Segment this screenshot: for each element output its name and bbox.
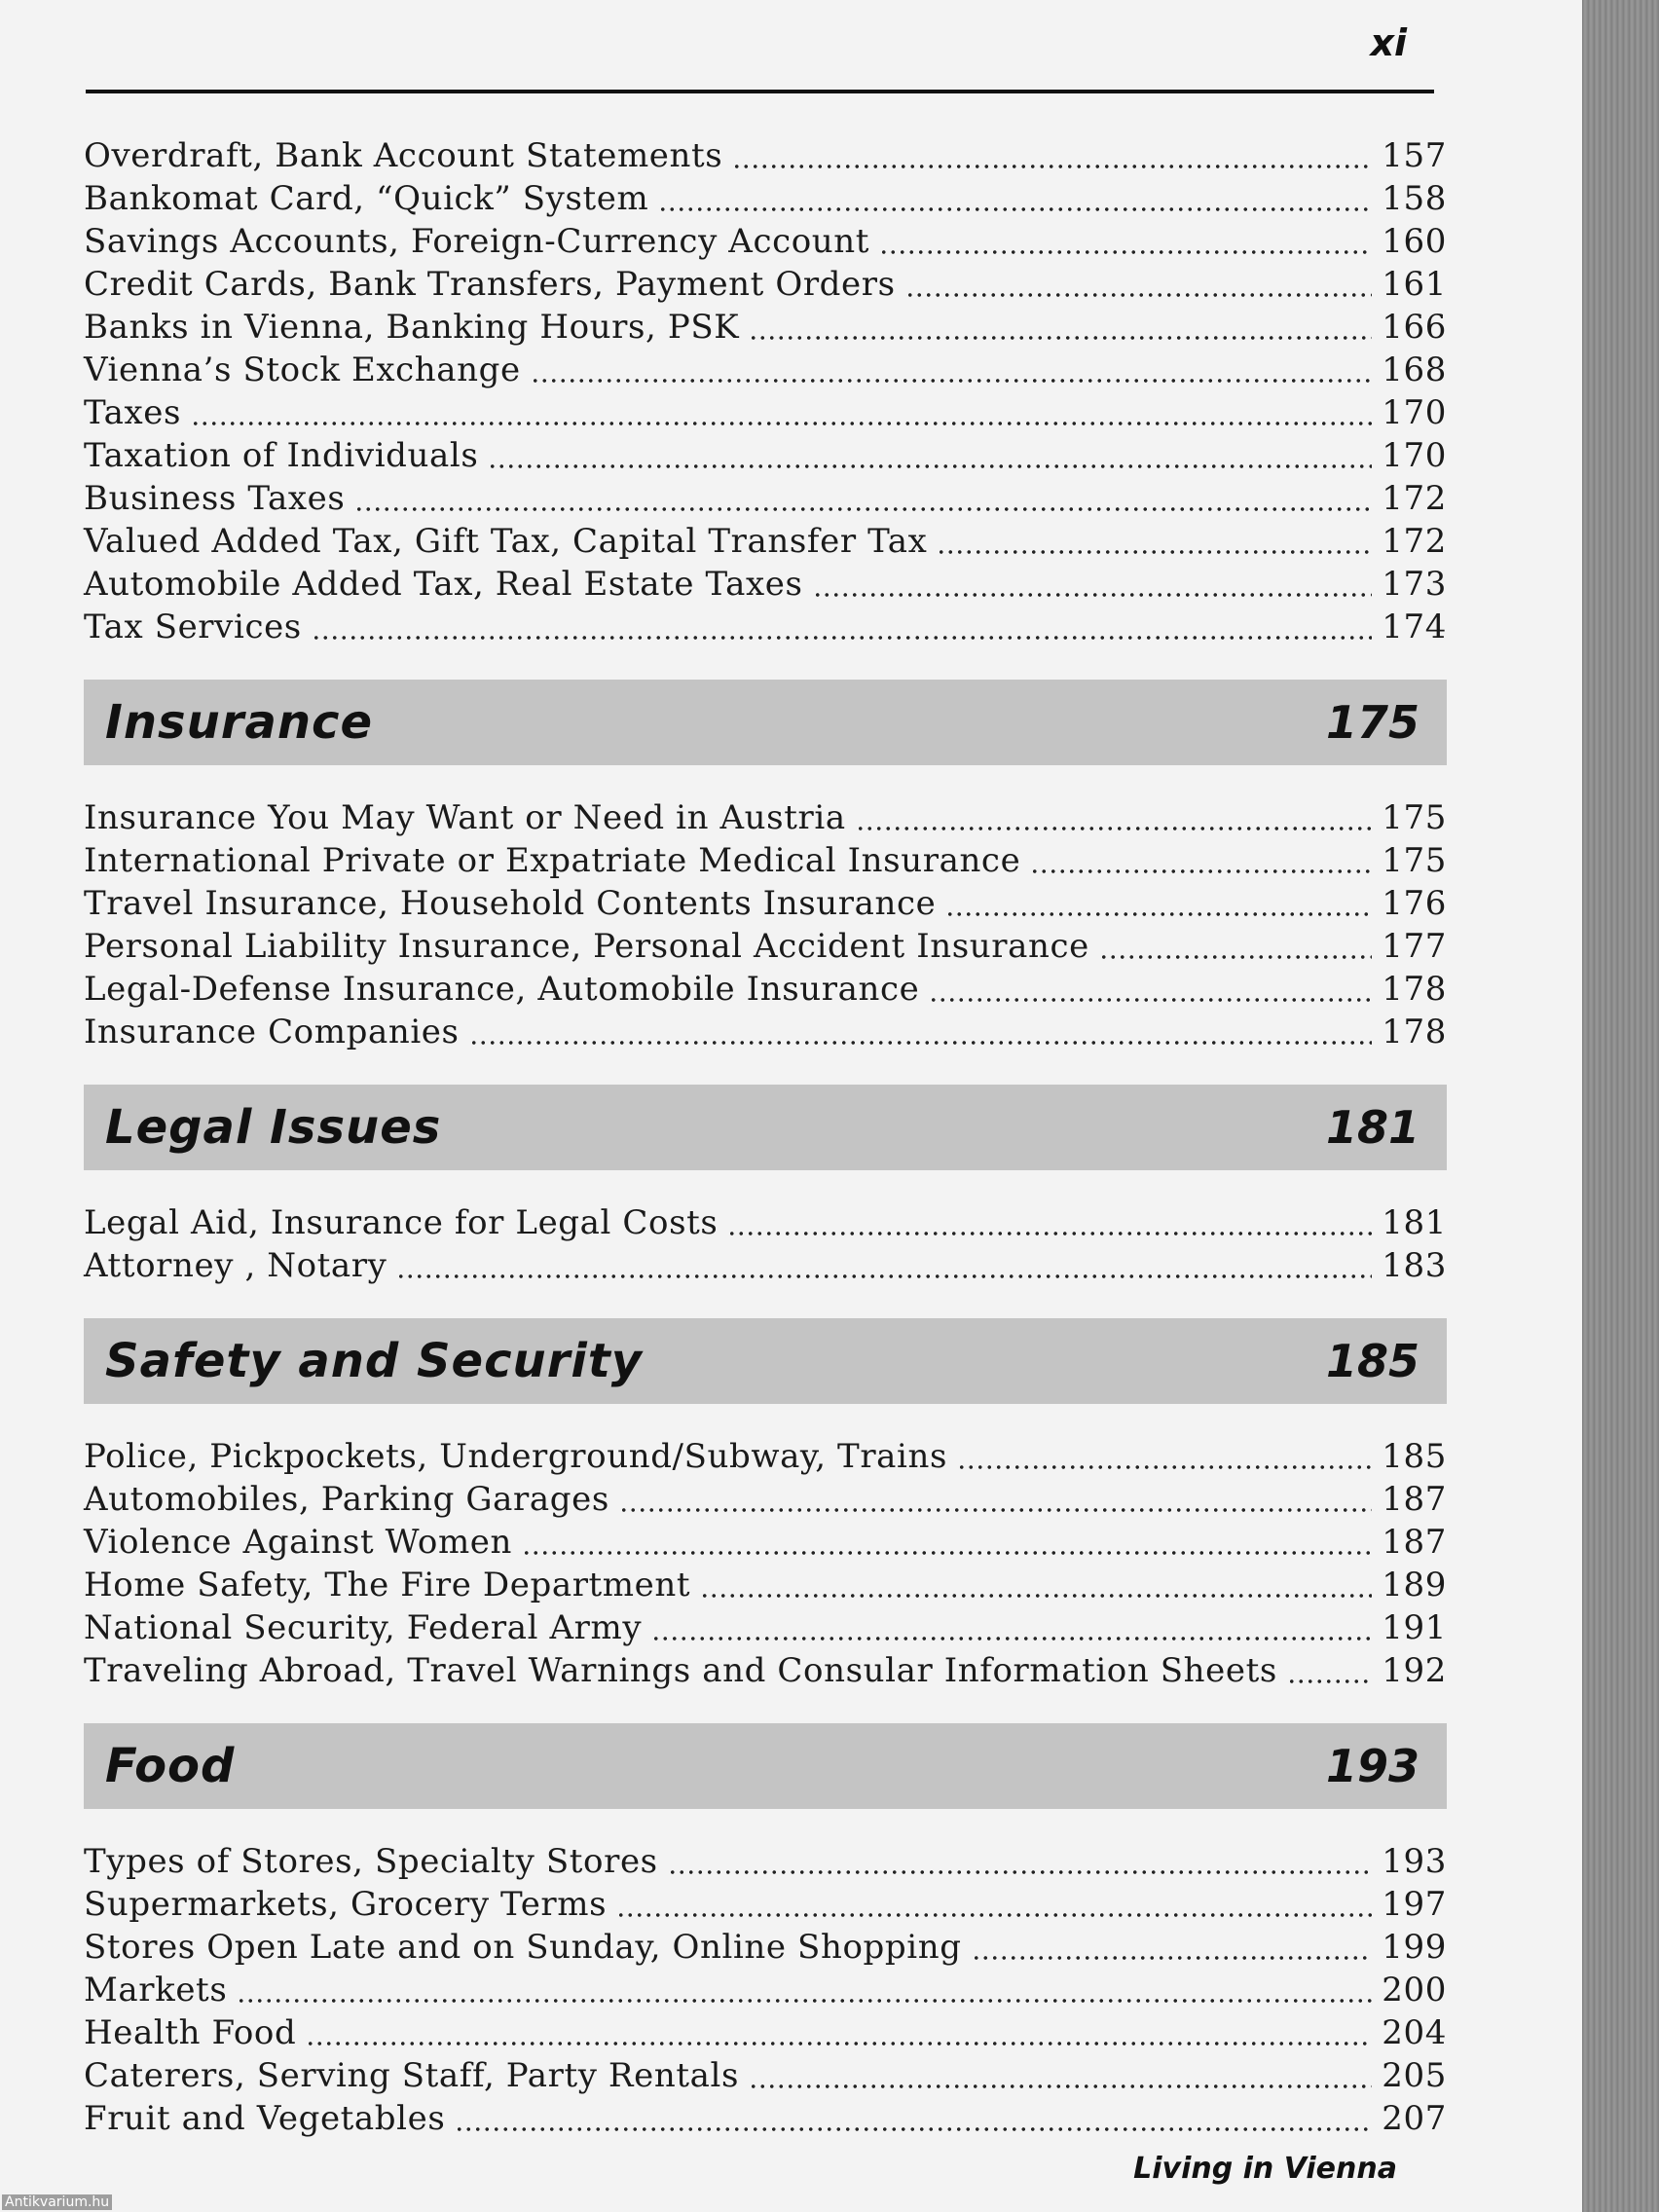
toc-entry bbox=[84, 2013, 1447, 2056]
toc-entry-page: 176 bbox=[1382, 884, 1447, 923]
section-entries bbox=[84, 1437, 1447, 1694]
running-footer-title: Living in Vienna bbox=[1133, 2152, 1397, 2186]
dot-leader bbox=[749, 2082, 1372, 2091]
toc-entry-page: 178 bbox=[1382, 1013, 1447, 1051]
dot-leader bbox=[1030, 866, 1372, 876]
dot-leader bbox=[1099, 952, 1372, 962]
toc-entry-page: 158 bbox=[1382, 179, 1447, 218]
toc-entry-title: Savings Accounts, Foreign-Currency Account bbox=[84, 222, 870, 261]
toc-entry bbox=[84, 308, 1447, 350]
section-header bbox=[84, 1085, 1447, 1170]
toc-entry-title: Supermarkets, Grocery Terms bbox=[84, 1885, 608, 1924]
section-header bbox=[84, 1723, 1447, 1809]
toc-entry-page: 187 bbox=[1382, 1523, 1447, 1562]
page-number: xi bbox=[1370, 21, 1407, 64]
toc-entry-title: Legal-Defense Insurance, Automobile Insurance bbox=[84, 970, 920, 1009]
toc-entry bbox=[84, 1437, 1447, 1480]
dot-leader bbox=[879, 247, 1372, 257]
toc-entry-title: Personal Liability Insurance, Personal Accident Insurance bbox=[84, 927, 1089, 966]
dot-leader bbox=[929, 995, 1372, 1005]
toc-entry-title: Attorney , Notary bbox=[84, 1246, 387, 1285]
toc-entry-page: 168 bbox=[1382, 350, 1447, 389]
toc-entry bbox=[84, 565, 1447, 608]
toc-entry-page: 207 bbox=[1382, 2099, 1447, 2138]
dot-leader bbox=[668, 1867, 1373, 1877]
toc-entry-title: Automobiles, Parking Garages bbox=[84, 1480, 609, 1519]
dot-leader bbox=[700, 1591, 1372, 1601]
toc-entry-title: Markets bbox=[84, 1971, 228, 2009]
toc-sections bbox=[84, 680, 1447, 2142]
toc-entry-title: National Security, Federal Army bbox=[84, 1608, 643, 1647]
toc-entry-title: International Private or Expatriate Medical Insurance bbox=[84, 841, 1021, 880]
dot-leader bbox=[237, 1996, 1372, 2006]
dot-leader bbox=[972, 1953, 1373, 1963]
dot-leader bbox=[945, 909, 1372, 919]
toc-entry bbox=[84, 1608, 1447, 1651]
toc-entry bbox=[84, 436, 1447, 479]
section-title: Safety and Security bbox=[105, 1334, 644, 1388]
toc-entry bbox=[84, 798, 1447, 841]
toc-entry-page: 181 bbox=[1382, 1203, 1447, 1242]
section-page: 193 bbox=[1325, 1740, 1419, 1792]
toc-entry-title: Fruit and Vegetables bbox=[84, 2099, 446, 2138]
toc-entry bbox=[84, 1523, 1447, 1566]
section-header bbox=[84, 1318, 1447, 1404]
toc-entry bbox=[84, 2056, 1447, 2099]
toc-entry-page: 178 bbox=[1382, 970, 1447, 1009]
toc-entry-title: Bankomat Card, “Quick” System bbox=[84, 179, 649, 218]
dot-leader bbox=[658, 204, 1372, 214]
toc-entry-page: 172 bbox=[1382, 522, 1447, 561]
dot-leader bbox=[616, 1910, 1372, 1920]
dot-leader bbox=[957, 1462, 1372, 1472]
toc-entry bbox=[84, 393, 1447, 436]
section-entries bbox=[84, 1842, 1447, 2142]
section-title: Legal Issues bbox=[105, 1100, 442, 1155]
toc-entry-title: Travel Insurance, Household Contents Insurance bbox=[84, 884, 937, 923]
dot-leader bbox=[522, 1548, 1372, 1558]
dot-leader bbox=[732, 162, 1372, 171]
toc-entry-page: 177 bbox=[1382, 927, 1447, 966]
dot-leader bbox=[651, 1634, 1372, 1643]
toc-entry-title: Banks in Vienna, Banking Hours, PSK bbox=[84, 308, 740, 347]
toc-entry bbox=[84, 1013, 1447, 1055]
toc-entry-page: 185 bbox=[1382, 1437, 1447, 1476]
toc-entry-title: Insurance Companies bbox=[84, 1013, 460, 1051]
toc-entry bbox=[84, 927, 1447, 970]
toc-entry bbox=[84, 350, 1447, 393]
toc-entry-page: 170 bbox=[1382, 436, 1447, 475]
dot-leader bbox=[749, 333, 1372, 343]
toc-entry-page: 199 bbox=[1382, 1928, 1447, 1967]
section-title: Food bbox=[105, 1739, 236, 1793]
watermark: Antikvarium.hu bbox=[2, 2194, 112, 2210]
section-page: 175 bbox=[1325, 696, 1419, 749]
toc-entry-page: 192 bbox=[1382, 1651, 1447, 1690]
toc-entry-title: Credit Cards, Bank Transfers, Payment Orders bbox=[84, 265, 896, 304]
toc-entry-title: Insurance You May Want or Need in Austria bbox=[84, 798, 846, 837]
toc-entry-page: 191 bbox=[1382, 1608, 1447, 1647]
dot-leader bbox=[306, 2039, 1372, 2048]
toc-entry-page: 189 bbox=[1382, 1566, 1447, 1604]
toc-entry bbox=[84, 841, 1447, 884]
toc-entry-title: Violence Against Women bbox=[84, 1523, 513, 1562]
toc-entry-title: Health Food bbox=[84, 2013, 297, 2052]
toc-entry-title: Traveling Abroad, Travel Warnings and Consular Information Sheets bbox=[84, 1651, 1277, 1690]
toc-entry-page: 175 bbox=[1382, 798, 1447, 837]
dot-leader bbox=[191, 419, 1372, 428]
toc-entry-title: Overdraft, Bank Account Statements bbox=[84, 136, 723, 175]
toc-entry bbox=[84, 179, 1447, 222]
toc-entry-page: 204 bbox=[1382, 2013, 1447, 2052]
dot-leader bbox=[937, 547, 1372, 557]
toc-entry bbox=[84, 265, 1447, 308]
toc-entry-title: Tax Services bbox=[84, 608, 302, 646]
toc-entry-page: 160 bbox=[1382, 222, 1447, 261]
section-page: 181 bbox=[1325, 1101, 1419, 1154]
section-entries bbox=[84, 1203, 1447, 1289]
toc-entry bbox=[84, 522, 1447, 565]
toc-entry bbox=[84, 1480, 1447, 1523]
toc-entry-page: 175 bbox=[1382, 841, 1447, 880]
toc-entry-title: Taxation of Individuals bbox=[84, 436, 479, 475]
toc-entry-title: Vienna’s Stock Exchange bbox=[84, 350, 521, 389]
dot-leader bbox=[856, 824, 1373, 833]
toc-entry-page: 172 bbox=[1382, 479, 1447, 518]
dot-leader bbox=[396, 1272, 1372, 1281]
toc-entry bbox=[84, 1885, 1447, 1928]
toc-entry bbox=[84, 2099, 1447, 2142]
toc-entry-page: 187 bbox=[1382, 1480, 1447, 1519]
toc-entry-title: Stores Open Late and on Sunday, Online Shopping bbox=[84, 1928, 962, 1967]
section-entries bbox=[84, 798, 1447, 1055]
header-rule bbox=[86, 90, 1434, 93]
toc-entry-page: 205 bbox=[1382, 2056, 1447, 2095]
toc-section bbox=[84, 1318, 1447, 1694]
dot-leader bbox=[619, 1505, 1372, 1515]
toc-entry-title: Business Taxes bbox=[84, 479, 346, 518]
toc-entry bbox=[84, 1651, 1447, 1694]
toc-entry-page: 166 bbox=[1382, 308, 1447, 347]
toc-entry-page: 183 bbox=[1382, 1246, 1447, 1285]
toc-section bbox=[84, 680, 1447, 1055]
toc-section bbox=[84, 1723, 1447, 2142]
toc-entry-page: 170 bbox=[1382, 393, 1447, 432]
toc-entry-title: Caterers, Serving Staff, Party Rentals bbox=[84, 2056, 739, 2095]
toc-entry bbox=[84, 222, 1447, 265]
dot-leader bbox=[312, 633, 1372, 643]
toc-entry bbox=[84, 1842, 1447, 1885]
toc-entry bbox=[84, 1971, 1447, 2013]
toc-entry bbox=[84, 479, 1447, 522]
dot-leader bbox=[469, 1038, 1373, 1048]
section-title: Insurance bbox=[105, 695, 374, 750]
dot-leader bbox=[727, 1229, 1372, 1238]
section-header bbox=[84, 680, 1447, 765]
dot-leader bbox=[455, 2124, 1372, 2134]
toc-entry-title: Taxes bbox=[84, 393, 182, 432]
toc-entry-page: 173 bbox=[1382, 565, 1447, 604]
toc-entry bbox=[84, 608, 1447, 650]
toc-entry-title: Automobile Added Tax, Real Estate Taxes bbox=[84, 565, 803, 604]
section-page: 185 bbox=[1325, 1335, 1419, 1387]
toc-entry-title: Legal Aid, Insurance for Legal Costs bbox=[84, 1203, 719, 1242]
dot-leader bbox=[1287, 1677, 1372, 1686]
toc-entries-banking-taxes bbox=[84, 136, 1447, 650]
toc-entry-page: 157 bbox=[1382, 136, 1447, 175]
toc-entry-title: Home Safety, The Fire Department bbox=[84, 1566, 691, 1604]
toc-entry-page: 197 bbox=[1382, 1885, 1447, 1924]
toc-entry-page: 200 bbox=[1382, 1971, 1447, 2009]
toc-entry bbox=[84, 136, 1447, 179]
dot-leader bbox=[488, 461, 1372, 471]
book-page-edges bbox=[1582, 0, 1659, 2212]
dot-leader bbox=[531, 376, 1373, 386]
toc-entry bbox=[84, 970, 1447, 1013]
toc-entry bbox=[84, 1566, 1447, 1608]
toc-entry bbox=[84, 1203, 1447, 1246]
toc-entry-page: 193 bbox=[1382, 1842, 1447, 1881]
toc-entry-title: Valued Added Tax, Gift Tax, Capital Transfer Tax bbox=[84, 522, 928, 561]
toc-entry-page: 174 bbox=[1382, 608, 1447, 646]
toc-entry-title: Types of Stores, Specialty Stores bbox=[84, 1842, 658, 1881]
toc-entry-title: Police, Pickpockets, Underground/Subway, Trains bbox=[84, 1437, 948, 1476]
toc-entry bbox=[84, 884, 1447, 927]
dot-leader bbox=[905, 290, 1373, 300]
toc-section bbox=[84, 1085, 1447, 1289]
toc-entry bbox=[84, 1246, 1447, 1289]
toc-entry-page: 161 bbox=[1382, 265, 1447, 304]
toc-entry bbox=[84, 1928, 1447, 1971]
dot-leader bbox=[813, 590, 1373, 600]
dot-leader bbox=[354, 504, 1372, 514]
table-of-contents bbox=[84, 136, 1447, 2142]
